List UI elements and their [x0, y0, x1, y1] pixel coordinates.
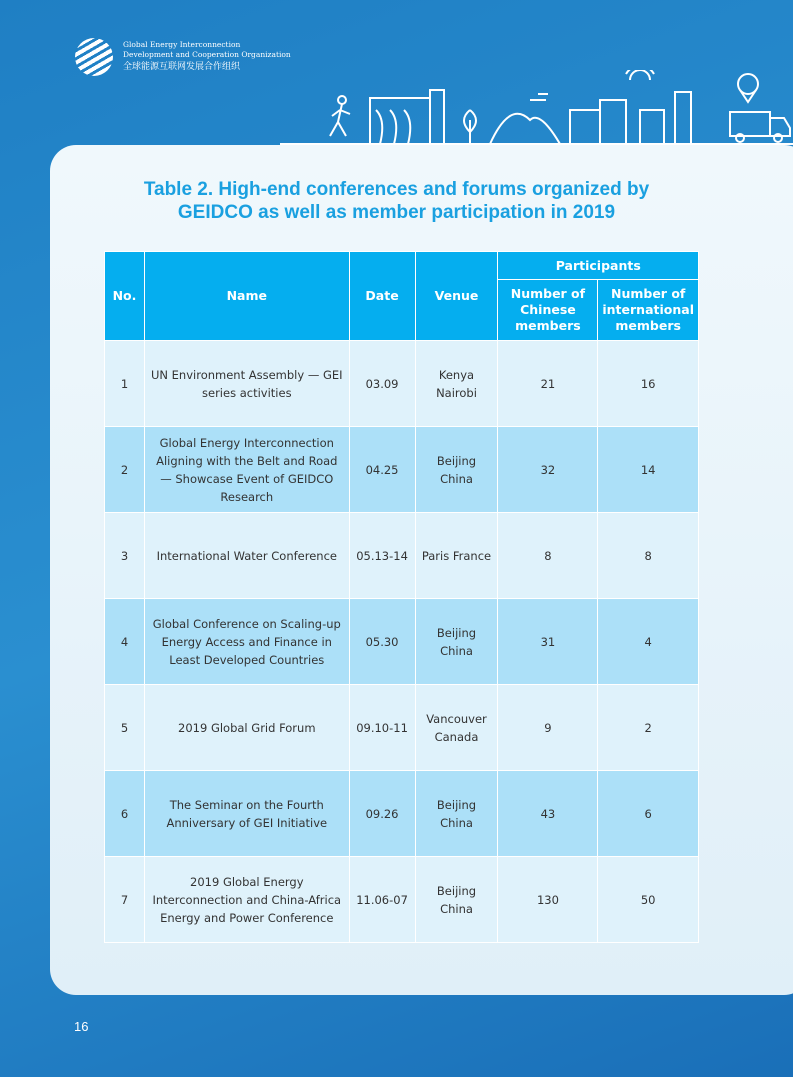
table-row: [105, 685, 699, 771]
cell-date: 05.13-14: [349, 513, 415, 599]
table-row: [105, 599, 699, 685]
title-line-2: GEIDCO as well as member participation in 2019: [177, 202, 616, 223]
cell-date: 04.25: [349, 427, 415, 513]
table-row: [105, 513, 699, 599]
table-row: [105, 857, 699, 943]
cell-international: 14: [598, 427, 699, 513]
table-row: [105, 427, 699, 513]
conferences-table: [104, 251, 699, 943]
cell-chinese: 130: [498, 857, 598, 943]
cell-chinese: 32: [498, 427, 598, 513]
cell-no: 5: [105, 685, 145, 771]
table-row: [105, 341, 699, 427]
cell-date: 11.06-07: [349, 857, 415, 943]
cell-name: International Water Conference: [144, 513, 349, 599]
cell-chinese: 9: [498, 685, 598, 771]
cell-date: 03.09: [349, 341, 415, 427]
skyline-illustration: [280, 70, 793, 146]
cell-chinese: 8: [498, 513, 598, 599]
cell-venue: Beijing China: [415, 427, 498, 513]
cell-name: 2019 Global Energy Interconnection and China-Africa Energy and Power Conference: [144, 857, 349, 943]
cell-date: 09.26: [349, 771, 415, 857]
cell-international: 8: [598, 513, 699, 599]
cell-international: 6: [598, 771, 699, 857]
cell-no: 2: [105, 427, 145, 513]
cell-date: 09.10-11: [349, 685, 415, 771]
table-row: [105, 771, 699, 857]
cell-venue: Kenya Nairobi: [415, 341, 498, 427]
cell-name: 2019 Global Grid Forum: [144, 685, 349, 771]
cell-chinese: 31: [498, 599, 598, 685]
cell-name: UN Environment Assembly — GEI series activities: [144, 341, 349, 427]
header-participants: Participants: [498, 252, 699, 280]
cell-venue: Vancouver Canada: [415, 685, 498, 771]
cell-international: 4: [598, 599, 699, 685]
cell-no: 4: [105, 599, 145, 685]
header-international: Number of international members: [598, 280, 699, 341]
cell-name: Global Energy Interconnection Aligning with the Belt and Road — Showcase Event of GEIDCO Research: [144, 427, 349, 513]
header-chinese: Number of Chinese members: [498, 280, 598, 341]
title-line-1: Table 2. High-end conferences and forums organized by: [143, 179, 650, 200]
cell-no: 3: [105, 513, 145, 599]
geidco-logo: [75, 38, 113, 76]
header-venue: Venue: [415, 252, 498, 341]
org-name-en-1: Global Energy Interconnection: [123, 40, 241, 49]
cell-no: 1: [105, 341, 145, 427]
header-no: No.: [105, 252, 145, 341]
cell-venue: Beijing China: [415, 599, 498, 685]
page-number: 16: [74, 1019, 89, 1034]
cell-name: The Seminar on the Fourth Anniversary of GEI Initiative: [144, 771, 349, 857]
cell-date: 05.30: [349, 599, 415, 685]
table-title: [0, 178, 793, 224]
organization-name: [123, 40, 291, 74]
org-name-cn: 全球能源互联网发展合作组织: [123, 62, 241, 72]
cell-no: 6: [105, 771, 145, 857]
cell-name: Global Conference on Scaling-up Energy Access and Finance in Least Developed Countries: [144, 599, 349, 685]
org-name-en-2: Development and Cooperation Organization: [123, 50, 291, 59]
cell-international: 2: [598, 685, 699, 771]
cell-no: 7: [105, 857, 145, 943]
cell-venue: Beijing China: [415, 857, 498, 943]
cell-chinese: 21: [498, 341, 598, 427]
cell-venue: Paris France: [415, 513, 498, 599]
cell-international: 50: [598, 857, 699, 943]
cell-venue: Beijing China: [415, 771, 498, 857]
cell-international: 16: [598, 341, 699, 427]
header-name: Name: [144, 252, 349, 341]
header-date: Date: [349, 252, 415, 341]
cell-chinese: 43: [498, 771, 598, 857]
